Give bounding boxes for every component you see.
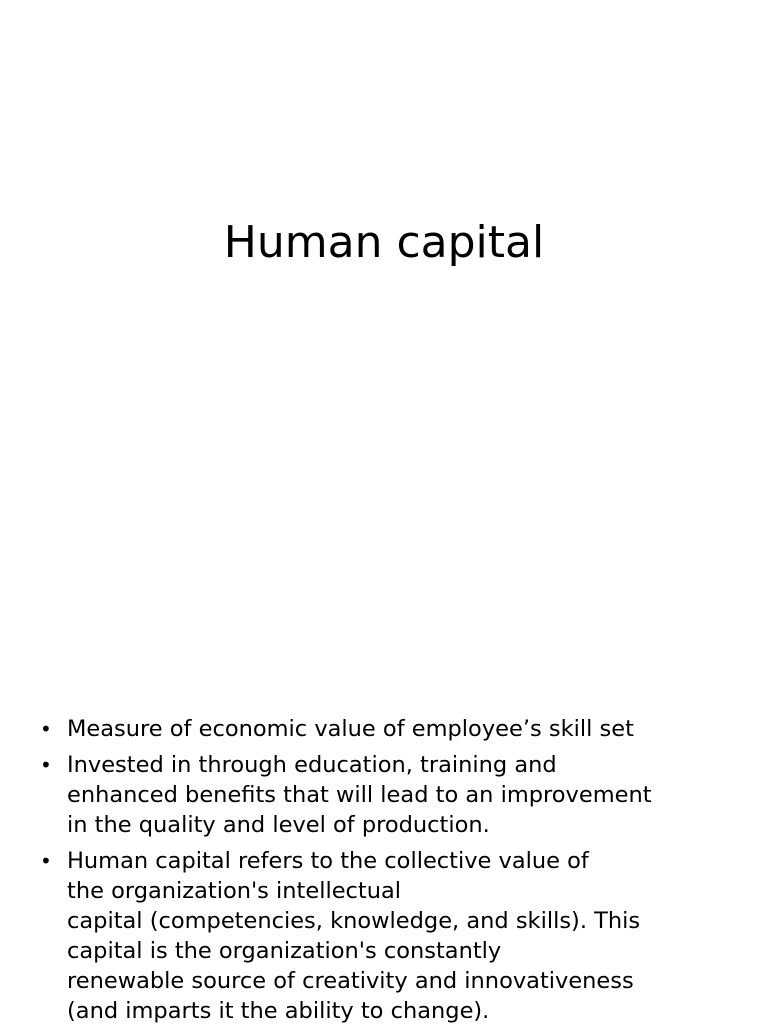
bullet-item [40, 750, 740, 840]
bullet-text-line: Measure of economic value of employee’s skill set [67, 716, 634, 742]
bullet-text-line: the organization's intellectual [67, 878, 402, 904]
bullet-text-line: enhanced benefits that will lead to an improvement [67, 782, 652, 808]
bullet-text-line: Human capital refers to the collective value of [67, 848, 589, 874]
bullet-dot-icon: • [40, 849, 52, 873]
bullet-item [40, 846, 740, 1026]
bullet-text-line: capital is the organization's constantly [67, 938, 502, 964]
bullet-text-line: in the quality and level of production. [67, 812, 490, 838]
bullet-dot-icon: • [40, 753, 52, 777]
bullet-text-line: capital (competencies, knowledge, and skills). This [67, 908, 641, 934]
bullet-dot-icon: • [40, 717, 52, 741]
bullet-text-line: (and imparts it the ability to change). [67, 998, 490, 1024]
bullet-list [40, 714, 740, 1032]
bullet-text-line: Invested in through education, training and [67, 752, 557, 778]
bullet-item [40, 714, 740, 744]
slide-title: Human capital [223, 217, 545, 268]
bullet-text-line: renewable source of creativity and innovativeness [67, 968, 634, 994]
